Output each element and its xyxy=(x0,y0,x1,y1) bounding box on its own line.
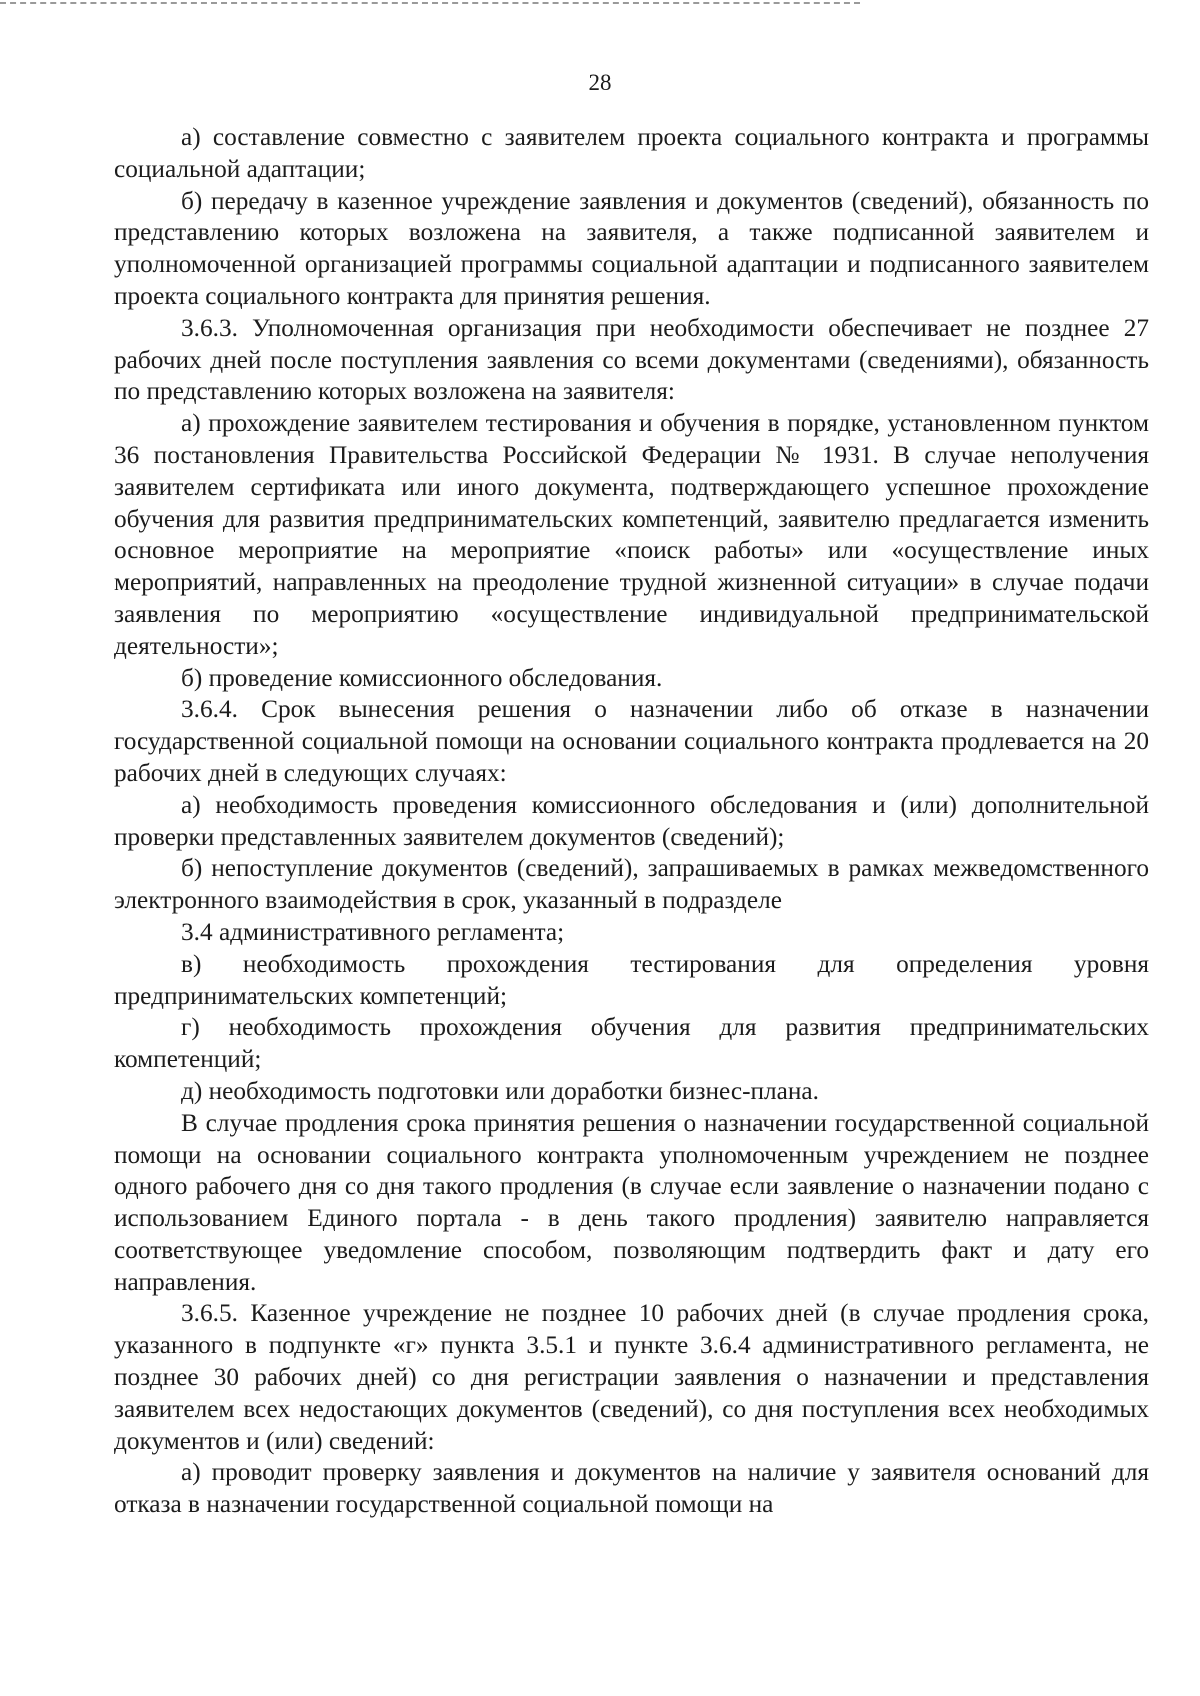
paragraph: а) прохождение заявителем тестирования и обучения в порядке, установленном пунктом 36 постановления Правительства Российской Федерации № 1931. В случае неполучения заявителем сертификата или иного документа, подтверждающего успешное прохождение обучения для развития предпринимательских компетенций, заявителю предлагается изменить основное мероприятие на мероприятие «поиск работы» или «осуществление иных мероприятий, направленных на преодоление трудной жизненной ситуации» в случае подачи заявления по мероприятию «осуществление индивидуальной предпринимательской деятельности»; xyxy=(114,409,1149,660)
paragraph: 3.6.4. Срок вынесения решения о назначении либо об отказе в назначении государственной социальной помощи на основании социального контракта продлевается на 20 рабочих дней в следующих случаях: xyxy=(114,695,1149,787)
paragraph: а) составление совместно с заявителем проекта социального контракта и программы социальной адаптации; xyxy=(114,123,1149,183)
document-body xyxy=(114,122,1149,1521)
paragraph: В случае продления срока принятия решения о назначении государственной социальной помощи на основании социального контракта уполномоченным учреждением не позднее одного рабочего дня со дня такого продления (в случае если заявление о назначении подано с использованием Единого портала - в день такого продления) заявителю направляется соответствующее уведомление способом, позволяющим подтвердить факт и дату его направления. xyxy=(114,1108,1149,1296)
paragraph: 3.6.5. Казенное учреждение не позднее 10 рабочих дней (в случае продления срока, указанного в подпункте «г» пункта 3.5.1 и пункте 3.6.4 административного регламента, не позднее 30 рабочих дней) со дня регистрации заявления о назначении и представления заявителем всех недостающих документов (сведений), со дня поступления всех необходимых документов и (или) сведений: xyxy=(114,1299,1149,1455)
paragraph: б) проведение комиссионного обследования. xyxy=(181,663,663,692)
scan-edge xyxy=(0,2,860,8)
paragraph: б) непоступление документов (сведений), запрашиваемых в рамках межведомственного электронного взаимодействия в срок, указанный в подразделе xyxy=(114,854,1149,915)
paragraph: 3.6.3. Уполномоченная организация при необходимости обеспечивает не позднее 27 рабочих дней после поступления заявления со всеми документами (сведениями), обязанность по представлению которых возложена на заявителя: xyxy=(114,313,1149,406)
paragraph: а) необходимость проведения комиссионного обследования и (или) дополнительной проверки представленных заявителем документов (сведений); xyxy=(114,790,1149,851)
page-number: 28 xyxy=(588,70,612,95)
paragraph: г) необходимость прохождения обучения для развития предпринимательских компетенций; xyxy=(114,1013,1149,1074)
paragraph: а) проводит проверку заявления и документов на наличие у заявителя оснований для отказа в назначении государственной социальной помощи на xyxy=(114,1458,1149,1519)
paragraph: в) необходимость прохождения тестирования для определения уровня предпринимательских компетенций; xyxy=(114,949,1149,1010)
paragraph: д) необходимость подготовки или доработки бизнес-плана. xyxy=(181,1076,819,1105)
paragraph-continuation: 3.4 административного регламента; xyxy=(181,917,565,946)
paragraph: б) передачу в казенное учреждение заявления и документов (сведений), обязанность по представлению которых возложена на заявителя, а также подписанной заявителем и уполномоченной организацией программы социальной адаптации и подписанного заявителем проекта социального контракта для принятия решения. xyxy=(114,186,1149,310)
